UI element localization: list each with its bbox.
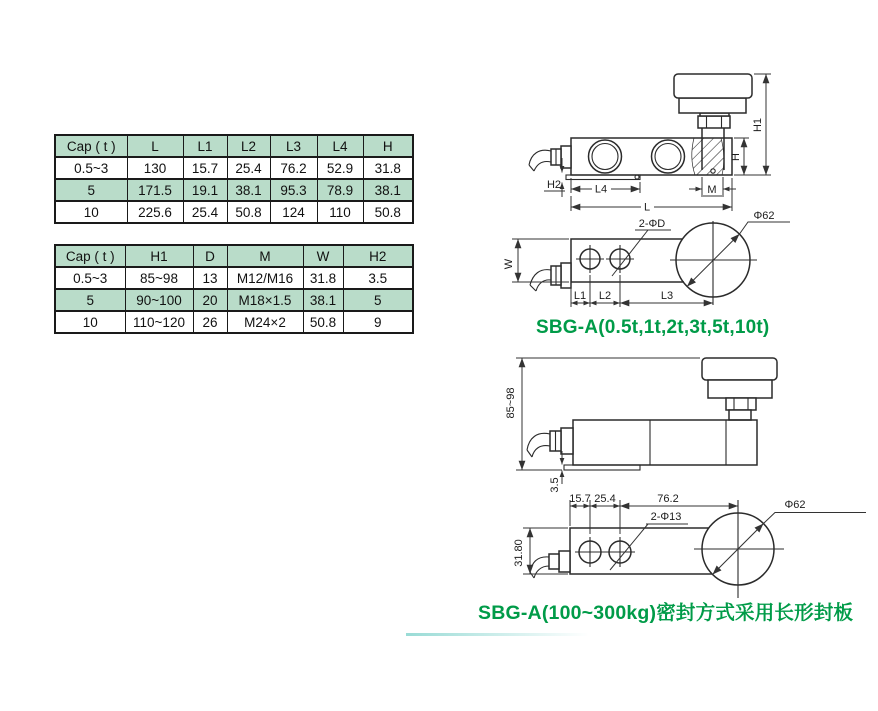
model-caption-large: SBG-A(0.5t,1t,2t,3t,5t,10t) xyxy=(536,317,770,338)
dim-label-l1: L1 xyxy=(573,290,587,302)
table-cell: 0.5~3 xyxy=(55,267,125,289)
column-header: L4 xyxy=(317,135,363,157)
table-cell: M12/M16 xyxy=(227,267,303,289)
column-header: L xyxy=(127,135,183,157)
table-cell: 50.8 xyxy=(227,201,270,223)
dim-label-plate-thickness: 3.5 xyxy=(549,477,561,493)
table-row xyxy=(55,157,413,179)
table-cell: 31.8 xyxy=(303,267,343,289)
bolt-hole-inner xyxy=(592,144,618,170)
table-cell: 110~120 xyxy=(125,311,193,333)
dim-label-m: M xyxy=(707,184,717,196)
column-header: D xyxy=(193,245,227,267)
dim-label-15-7: 15.7 xyxy=(569,493,591,505)
table-cell: 20 xyxy=(193,289,227,311)
table-row xyxy=(55,311,413,333)
beam-outline xyxy=(573,420,757,465)
cable-end xyxy=(530,572,534,578)
dim-label-h2: H2 xyxy=(546,179,562,191)
table-cell: 130 xyxy=(127,157,183,179)
column-header: H1 xyxy=(125,245,193,267)
column-header: H xyxy=(363,135,413,157)
cable-gland xyxy=(559,551,570,572)
table-cell: 5 xyxy=(55,289,125,311)
table-cell: 25.4 xyxy=(183,201,227,223)
dim-label-l: L xyxy=(643,201,651,214)
bolt-hole-inner xyxy=(655,144,681,170)
table-cell: 26 xyxy=(193,311,227,333)
column-header: L3 xyxy=(270,135,317,157)
table-cell: M18×1.5 xyxy=(227,289,303,311)
section-hatch xyxy=(692,138,724,175)
table-cell: 171.5 xyxy=(127,179,183,201)
table-cell: 78.9 xyxy=(317,179,363,201)
table-cell: 76.2 xyxy=(270,157,317,179)
dimension-table-lengths xyxy=(54,134,414,224)
table-cell: 38.1 xyxy=(227,179,270,201)
scan-artifact-line xyxy=(406,633,589,636)
foot-block xyxy=(679,98,746,113)
table-row xyxy=(55,201,413,223)
foot-block xyxy=(708,380,772,398)
table-cell: 52.9 xyxy=(317,157,363,179)
table-cell: 124 xyxy=(270,201,317,223)
header-row xyxy=(55,245,413,267)
table-cell: 5 xyxy=(55,179,127,201)
table-cell: 85~98 xyxy=(125,267,193,289)
beam-outline xyxy=(571,239,684,282)
table-cell: M24×2 xyxy=(227,311,303,333)
cable-end xyxy=(527,450,532,457)
dim-label-holes: 2-Φ13 xyxy=(650,511,682,523)
table-cell: 0.5~3 xyxy=(55,157,127,179)
loading-foot xyxy=(674,74,752,98)
cable xyxy=(534,566,549,578)
dimension-lines xyxy=(512,222,790,307)
dim-label-width: 31.80 xyxy=(513,539,525,567)
dimension-lines xyxy=(523,500,866,575)
table-cell: 50.8 xyxy=(363,201,413,223)
dim-label-h1: H1 xyxy=(752,117,764,133)
dim-label-holes: 2-ΦD xyxy=(638,218,666,230)
bolt-hole xyxy=(652,140,685,173)
cable-gland xyxy=(561,428,573,454)
table-row xyxy=(55,289,413,311)
drawing-side-view-small xyxy=(505,358,777,493)
cable-end xyxy=(530,285,536,291)
table-row xyxy=(55,179,413,201)
table-cell: 38.1 xyxy=(303,289,343,311)
table-cell: 38.1 xyxy=(363,179,413,201)
beam-outline xyxy=(570,528,712,574)
dim-label-foot-diameter: Φ62 xyxy=(784,499,806,511)
dim-label-l4: L4 xyxy=(594,183,608,196)
table-cell: 225.6 xyxy=(127,201,183,223)
dim-label-w: W xyxy=(503,258,515,270)
cable xyxy=(532,446,550,457)
table-cell: 10 xyxy=(55,201,127,223)
dim-label-h: H xyxy=(730,153,742,161)
header-row xyxy=(55,135,413,157)
cable xyxy=(534,161,551,171)
drawing-top-view-small xyxy=(513,493,866,598)
dim-label-l3: L3 xyxy=(660,290,674,302)
dimension-table-heights xyxy=(54,244,414,334)
dim-label-l2: L2 xyxy=(598,290,612,302)
drawing-side-view-large xyxy=(529,74,771,214)
table-cell: 15.7 xyxy=(183,157,227,179)
cable-gland-ring xyxy=(549,554,559,569)
table-cell: 10 xyxy=(55,311,125,333)
column-header: Cap ( t ) xyxy=(55,245,125,267)
column-header: Cap ( t ) xyxy=(55,135,127,157)
hex-nut xyxy=(726,398,756,410)
dim-label-76-2: 76.2 xyxy=(657,493,679,505)
bolt-hole xyxy=(589,140,622,173)
model-caption-small: SBG-A(100~300kg)密封方式采用长形封板 xyxy=(478,602,854,624)
drawing-top-view-large xyxy=(503,210,790,307)
technical-drawings xyxy=(490,60,878,645)
table-row xyxy=(55,267,413,289)
column-header: H2 xyxy=(343,245,413,267)
table-cell: 5 xyxy=(343,289,413,311)
dim-label-foot-diameter: Φ62 xyxy=(753,210,775,222)
table-cell: 90~100 xyxy=(125,289,193,311)
table-cell: 25.4 xyxy=(227,157,270,179)
table-cell: 110 xyxy=(317,201,363,223)
table-cell: 9 xyxy=(343,311,413,333)
column-header: M xyxy=(227,245,303,267)
table-cell: 3.5 xyxy=(343,267,413,289)
hex-nut xyxy=(698,116,730,128)
stud xyxy=(729,410,751,420)
column-header: L1 xyxy=(183,135,227,157)
column-header: L2 xyxy=(227,135,270,157)
dim-label-25-4: 25.4 xyxy=(594,493,616,505)
loading-foot xyxy=(702,358,777,380)
table-cell: 13 xyxy=(193,267,227,289)
table-cell: 19.1 xyxy=(183,179,227,201)
table-cell: 50.8 xyxy=(303,311,343,333)
column-header: W xyxy=(303,245,343,267)
cable xyxy=(530,557,549,572)
table-cell: 31.8 xyxy=(363,157,413,179)
table-cell: 95.3 xyxy=(270,179,317,201)
cable-gland xyxy=(561,263,571,288)
dim-label-height-range: 85~98 xyxy=(505,387,517,419)
cable-end xyxy=(529,165,534,171)
